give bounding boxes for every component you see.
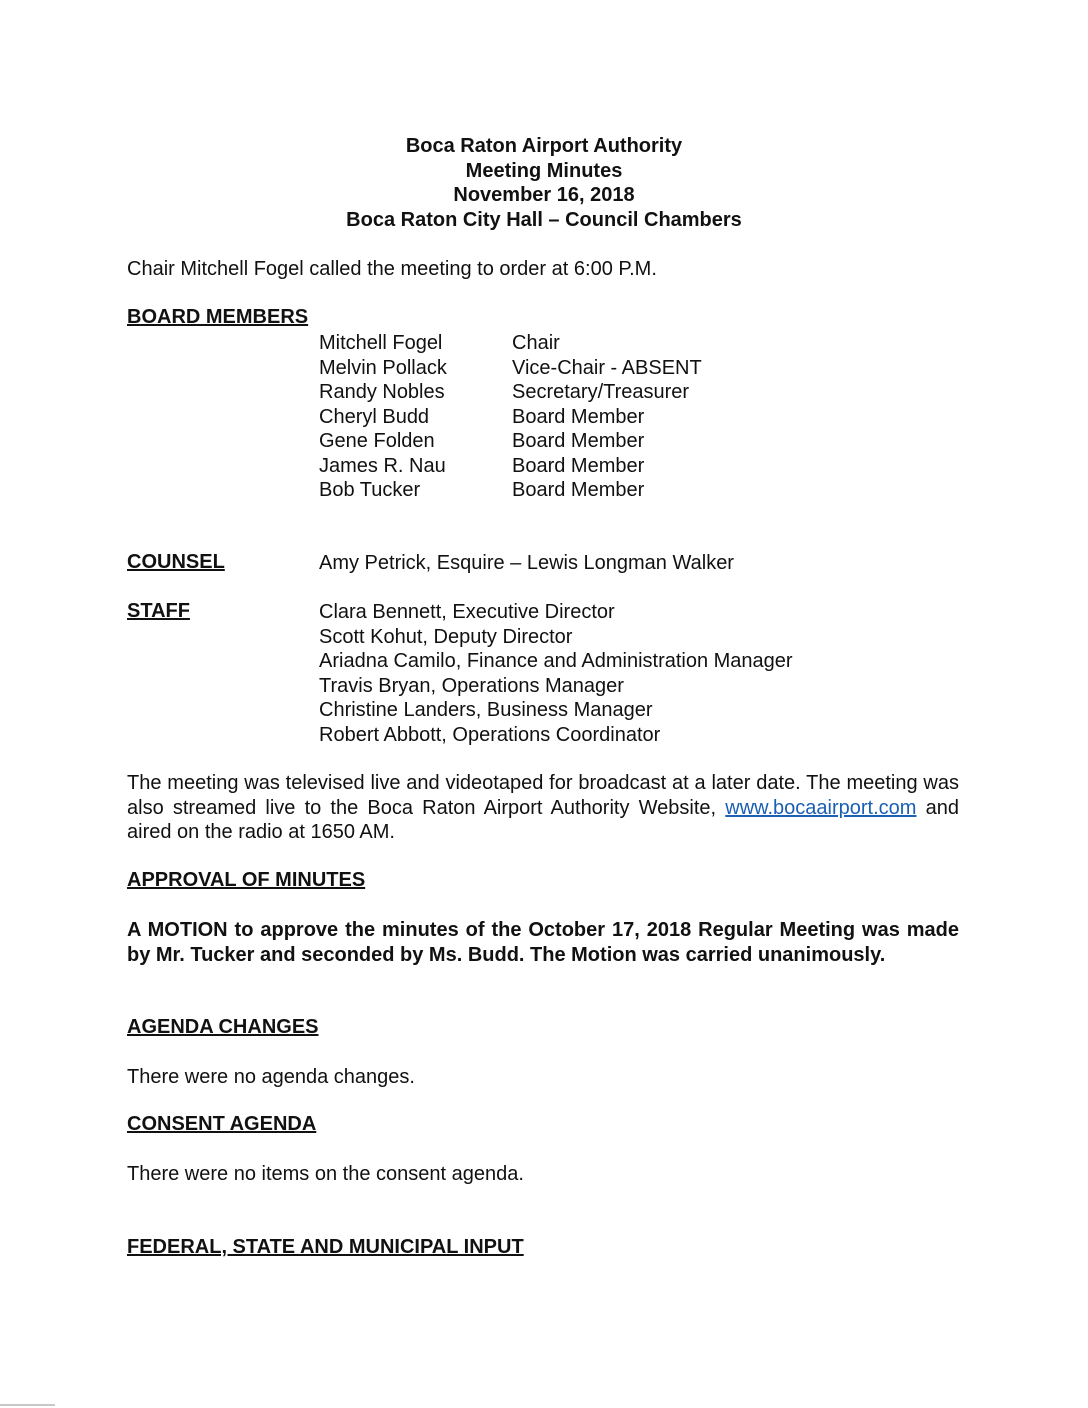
board-member-role: Board Member bbox=[512, 479, 645, 501]
board-member-name: Melvin Pollack bbox=[319, 356, 447, 379]
call-to-order: Chair Mitchell Fogel called the meeting to order at 6:00 P.M. bbox=[127, 258, 657, 280]
staff-member: Travis Bryan, Operations Manager bbox=[319, 674, 624, 697]
staff-member: Christine Landers, Business Manager bbox=[319, 699, 653, 721]
consent-agenda-heading: CONSENT AGENDA bbox=[127, 1113, 317, 1135]
broadcast-paragraph bbox=[127, 771, 959, 845]
board-member-name: James R. Nau bbox=[319, 454, 446, 477]
website-link[interactable]: www.bocaairport.com bbox=[725, 796, 917, 819]
board-member-role: Secretary/Treasurer bbox=[512, 381, 690, 403]
input-heading: FEDERAL, STATE AND MUNICIPAL INPUT bbox=[127, 1236, 524, 1258]
board-member-name: Mitchell Fogel bbox=[319, 332, 443, 354]
staff-member: Ariadna Camilo, Finance and Administration Manager bbox=[319, 650, 793, 672]
staff-member: Clara Bennett, Executive Director bbox=[319, 601, 615, 623]
consent-agenda-text: There were no items on the consent agenda. bbox=[127, 1163, 524, 1185]
board-member-role: Board Member bbox=[512, 430, 645, 452]
board-member-role: Board Member bbox=[512, 454, 645, 477]
counsel-heading: COUNSEL bbox=[127, 551, 225, 573]
board-member-name: Randy Nobles bbox=[319, 381, 445, 403]
board-names-column bbox=[319, 331, 447, 503]
staff-heading: STAFF bbox=[127, 600, 190, 622]
scan-edge-mark bbox=[0, 1398, 90, 1408]
header-title: Meeting Minutes bbox=[465, 159, 623, 182]
board-member-role: Board Member bbox=[512, 405, 645, 428]
board-members-heading: BOARD MEMBERS bbox=[127, 306, 309, 328]
approval-motion: A MOTION to approve the minutes of the October 17, 2018 Regular Meeting was made by Mr. Tucker and seconded by Ms. Budd. The Motion was carried unanimously. bbox=[127, 919, 959, 966]
document-header bbox=[0, 134, 1088, 232]
staff-list bbox=[319, 600, 793, 747]
header-date: November 16, 2018 bbox=[453, 184, 635, 206]
agenda-changes-heading: AGENDA CHANGES bbox=[127, 1016, 319, 1038]
board-member-role: Chair bbox=[512, 332, 560, 354]
staff-member: Scott Kohut, Deputy Director bbox=[319, 625, 573, 648]
header-organization: Boca Raton Airport Authority bbox=[405, 135, 683, 157]
board-member-name: Bob Tucker bbox=[319, 479, 421, 501]
board-member-role: Vice-Chair - ABSENT bbox=[512, 356, 702, 379]
board-member-name: Gene Folden bbox=[319, 430, 435, 452]
broadcast-text: The meeting was televised live and videotaped for broadcast at a later date. The meeting was also streamed live to the Boca Raton Airport Authority Website, bbox=[127, 772, 959, 819]
broadcast-text-end: and aired on the radio at 1650 AM. bbox=[127, 796, 959, 843]
header-location: Boca Raton City Hall – Council Chambers bbox=[346, 208, 742, 231]
board-member-name: Cheryl Budd bbox=[319, 405, 430, 428]
agenda-changes-text: There were no agenda changes. bbox=[127, 1066, 415, 1088]
staff-member: Robert Abbott, Operations Coordinator bbox=[319, 723, 661, 746]
board-roles-column bbox=[512, 331, 702, 503]
approval-heading: APPROVAL OF MINUTES bbox=[127, 869, 366, 891]
counsel-text: Amy Petrick, Esquire – Lewis Longman Walker bbox=[319, 552, 734, 574]
